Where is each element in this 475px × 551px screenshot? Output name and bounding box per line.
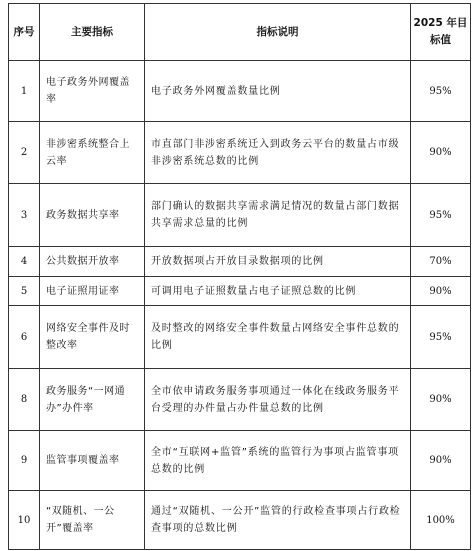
row-description: 全市依申请政务服务事项通过一体化在线政务服务平台受理的办件量占办件量总数的比例 <box>145 369 411 431</box>
row-target: 95% <box>411 61 471 122</box>
table-row <box>9 369 471 431</box>
row-target: 90% <box>411 122 471 184</box>
table-row <box>9 61 471 122</box>
row-no: 6 <box>9 306 40 369</box>
row-no: 3 <box>9 184 40 247</box>
table-row <box>9 184 471 247</box>
table-row <box>9 247 471 277</box>
row-indicator: 公共数据开放率 <box>40 247 145 277</box>
row-indicator: 监管事项覆盖率 <box>40 431 145 491</box>
row-no: 8 <box>9 369 40 431</box>
row-description: 开放数据项占开放目录数据项的比例 <box>145 247 411 277</box>
row-description: 部门确认的数据共享需求满足情况的数量占部门数据共享需求总量的比例 <box>145 184 411 247</box>
header-no: 序号 <box>9 4 40 61</box>
header-description: 指标说明 <box>145 4 411 61</box>
row-description: 可调用电子证照数量占电子证照总数的比例 <box>145 277 411 306</box>
row-target: 95% <box>411 184 471 247</box>
row-indicator: 电子政务外网覆盖率 <box>40 61 145 122</box>
row-no: 1 <box>9 61 40 122</box>
table-row <box>9 122 471 184</box>
row-target: 90% <box>411 277 471 306</box>
row-no: 10 <box>9 491 40 550</box>
row-target: 100% <box>411 491 471 550</box>
row-no: 2 <box>9 122 40 184</box>
indicator-table <box>8 3 471 550</box>
row-indicator: 政务数据共享率 <box>40 184 145 247</box>
row-indicator: “双随机、一公开”覆盖率 <box>40 491 145 550</box>
row-target: 90% <box>411 369 471 431</box>
row-description: 通过“双随机、一公开”监管的行政检查事项占行政检查事项的总数比例 <box>145 491 411 550</box>
row-target: 70% <box>411 247 471 277</box>
row-indicator: 网络安全事件及时整改率 <box>40 306 145 369</box>
row-indicator: 政务服务“一网通办”办件率 <box>40 369 145 431</box>
header-indicator: 主要指标 <box>40 4 145 61</box>
table-header-row <box>9 4 471 61</box>
indicator-table-wrapper <box>8 3 470 550</box>
row-no: 9 <box>9 431 40 491</box>
table-row <box>9 491 471 550</box>
row-no: 5 <box>9 277 40 306</box>
row-indicator: 非涉密系统整合上云率 <box>40 122 145 184</box>
table-row <box>9 306 471 369</box>
table-row <box>9 277 471 306</box>
header-target: 2025 年目标值 <box>411 4 471 61</box>
row-no: 4 <box>9 247 40 277</box>
row-target: 90% <box>411 431 471 491</box>
row-description: 全市“互联网+监管”系统的监管行为事项占监管事项总数的比例 <box>145 431 411 491</box>
row-description: 市直部门非涉密系统迁入到政务云平台的数量占市级非涉密系统总数的比例 <box>145 122 411 184</box>
table-row <box>9 431 471 491</box>
row-description: 电子政务外网覆盖数量比例 <box>145 61 411 122</box>
row-indicator: 电子证照用证率 <box>40 277 145 306</box>
row-target: 95% <box>411 306 471 369</box>
row-description: 及时整改的网络安全事件数量占网络安全事件总数的比例 <box>145 306 411 369</box>
